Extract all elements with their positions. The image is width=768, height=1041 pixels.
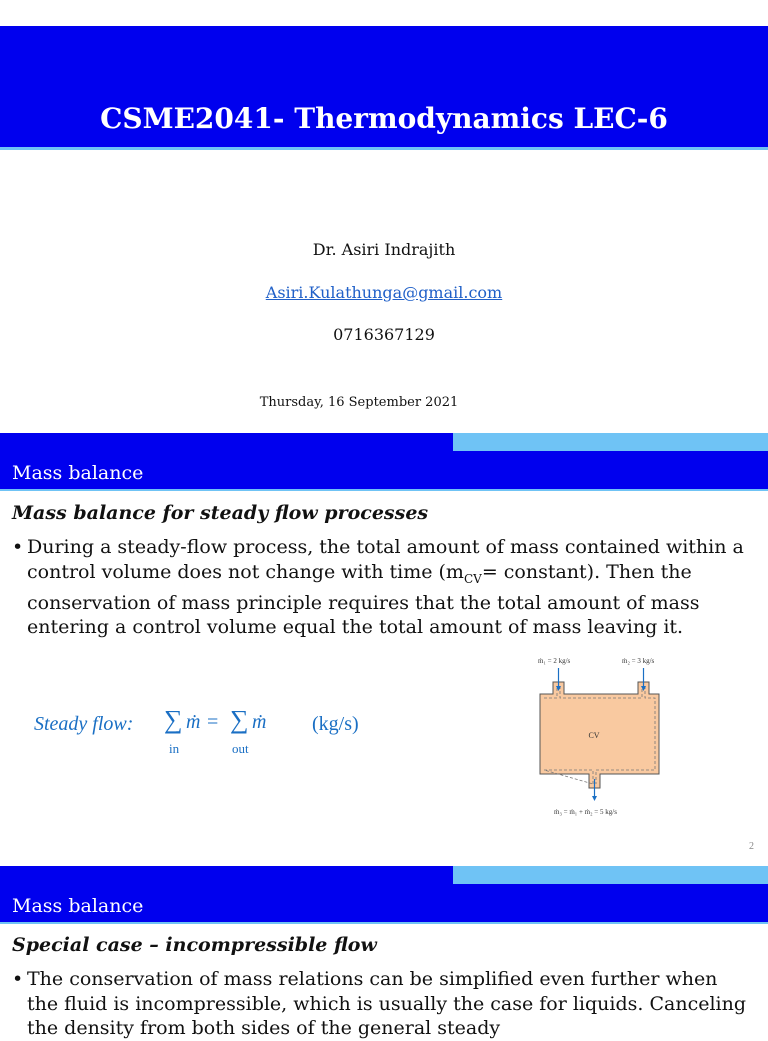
slide-header-title: Mass balance (12, 895, 144, 917)
inlet2-label: ṁ₂ = 3 kg/s (622, 657, 655, 665)
equation-label: Steady flow: (34, 713, 134, 735)
inlet1-label: ṁ₁ = 2 kg/s (538, 657, 571, 665)
bullet-point (12, 967, 752, 1041)
header-strip-dark (0, 433, 453, 451)
equation-unit: (kg/s) (312, 713, 359, 735)
equals-sign: = (207, 711, 219, 733)
slide-subtitle: Mass balance for steady flow processes (12, 502, 429, 524)
outlet-label: ṁ₃ = ṁ₁ + ṁ₂ = 5 kg/s (554, 808, 617, 816)
slide-subtitle: Special case – incompressible flow (12, 934, 377, 956)
cv-label: CV (588, 731, 600, 740)
author-email-row (0, 283, 768, 302)
outlet-arrowhead-icon (592, 796, 597, 801)
mass-flow-symbol-out: ṁ (252, 711, 267, 733)
author-email-link[interactable]: Asiri.Kulathunga@gmail.com (265, 283, 503, 302)
title-slide (0, 0, 768, 432)
slide-title: CSME2041- Thermodynamics LEC-6 (100, 102, 668, 135)
bullet-text: The conservation of mass relations can be simplified even further when the fluid is incompressible, which is usually the case for liquids. Canceling the density from both sides of the general steady (27, 968, 747, 1039)
bullet-text: During a steady-flow process, the total amount of mass contained within a control volume does not change with time ($m_{CV}=$ constant). Then the conservation of mass principle requires that the total amount of mass entering a control volume equal the total amount of mass leaving it. (27, 536, 744, 639)
header-strip-light (453, 433, 768, 451)
sum-symbol-out: ∑ (230, 705, 249, 734)
mass-balance-slide (0, 433, 768, 865)
steady-flow-equation (34, 703, 394, 763)
mass-flow-symbol-in: ṁ (186, 711, 201, 733)
header-accent-line (0, 489, 768, 491)
incompressible-flow-slide (0, 866, 768, 1039)
lecture-date: Thursday, 16 September 2021 (259, 395, 459, 410)
bullet-point (12, 535, 752, 640)
author-phone: 0716367129 (333, 325, 435, 344)
control-volume-diagram (530, 655, 660, 820)
header-accent-line (0, 922, 768, 924)
header-strip-light (453, 866, 768, 884)
slide-header-title: Mass balance (12, 462, 144, 484)
sum-symbol-in: ∑ (164, 705, 183, 734)
sum-subscript-out: out (232, 741, 249, 756)
bullet-icon: • (12, 968, 24, 990)
sum-subscript-in: in (169, 741, 180, 756)
author-name: Dr. Asiri Indrajith (312, 240, 456, 259)
page-number: 2 (749, 841, 754, 852)
bullet-icon: • (12, 536, 24, 558)
header-strip-dark (0, 866, 453, 884)
title-bar-accent-line (0, 147, 768, 150)
